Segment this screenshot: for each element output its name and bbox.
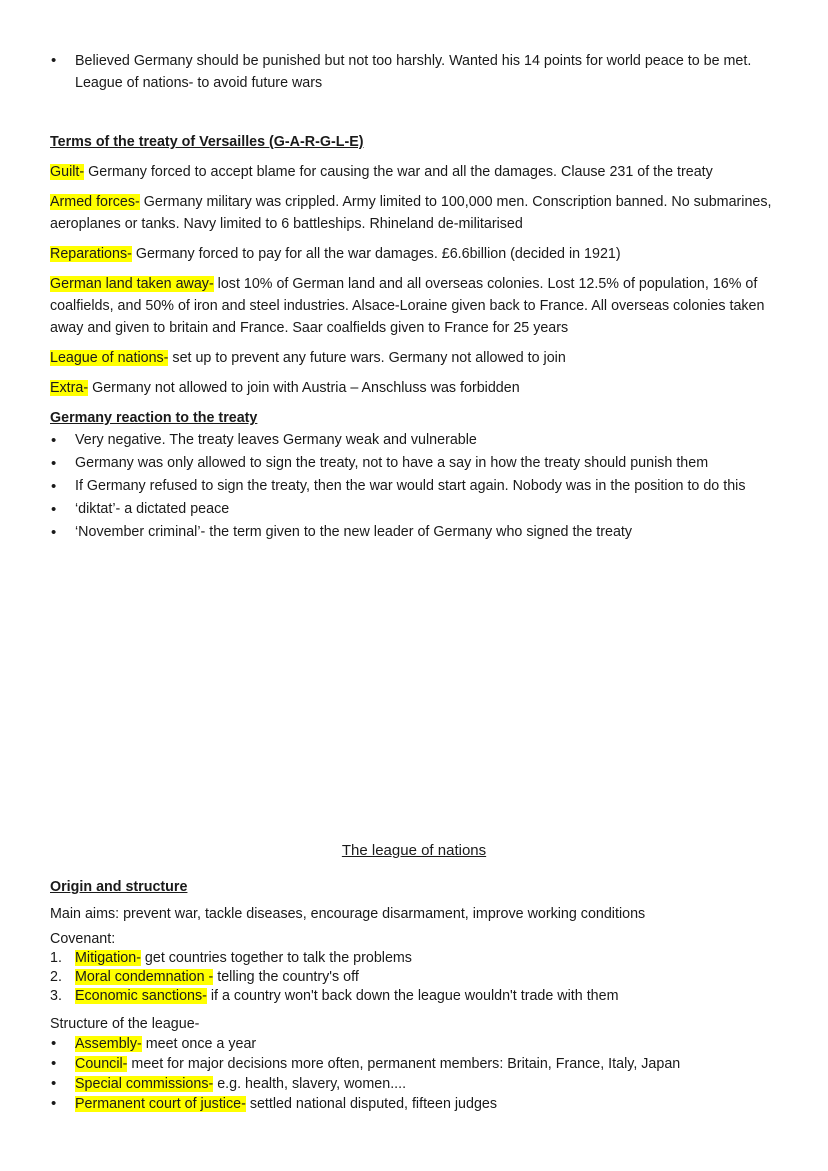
list-item <box>50 949 790 968</box>
wilson-bullet-list <box>50 50 790 94</box>
item-text: get countries together to talk the problems <box>140 950 412 966</box>
origin-heading: Origin and structure <box>50 879 188 895</box>
term-german-land <box>50 273 790 339</box>
list-item <box>50 1054 790 1074</box>
term-label: Guilt- <box>50 164 85 180</box>
reaction-list <box>50 429 790 544</box>
reaction-heading: Germany reaction to the treaty <box>50 410 258 426</box>
item-text: e.g. health, slavery, women.... <box>213 1076 407 1092</box>
term-extra <box>50 377 790 399</box>
item-label: Council- <box>75 1056 128 1072</box>
list-number: 2. <box>50 969 62 985</box>
item-label: Moral condemnation - <box>75 969 214 985</box>
covenant-section <box>50 930 790 1006</box>
term-text: Germany forced to accept blame for causing the war and all the damages. Clause 231 of the treaty <box>84 164 713 180</box>
item-text: settled national disputed, fifteen judges <box>245 1096 498 1112</box>
item-label: Economic sanctions- <box>75 988 207 1004</box>
list-item: • Germany was only allowed to sign the treaty, not to have a say in how the treaty should punish them <box>50 452 790 475</box>
term-text: set up to prevent any future wars. Germany not allowed to join <box>168 350 566 366</box>
term-league <box>50 347 790 369</box>
list-item: • ‘diktat’- a dictated peace <box>50 498 790 521</box>
term-text: Germany forced to pay for all the war damages. £6.6billion (decided in 1921) <box>131 246 621 262</box>
item-text: meet for major decisions more often, permanent members: Britain, France, Italy, Japan <box>127 1056 681 1072</box>
list-item <box>50 1074 790 1094</box>
covenant-list <box>50 949 790 1006</box>
league-title: The league of nations <box>341 842 487 859</box>
term-label: Armed forces- <box>50 194 140 210</box>
list-item: • Believed Germany should be punished but not too harshly. Wanted his 14 points for world peace to be met. League of nations- to avoid future wars <box>50 50 790 94</box>
term-label: Extra- <box>50 380 89 396</box>
term-reparations <box>50 243 790 265</box>
structure-list <box>50 1034 790 1114</box>
list-item <box>50 1034 790 1054</box>
term-text: lost 10% of German land and all overseas colonies. Lost 12.5% of population, 16% of coalfields, and 50% of iron and steel industries. Alsace-Loraine given back to France. All overseas colonies taken away and given to britain and France. Saar coalfields given to France for 25 years <box>50 276 765 336</box>
item-text: if a country won't back down the league wouldn't trade with them <box>206 988 619 1004</box>
term-label: Reparations- <box>50 246 132 262</box>
covenant-label: Covenant: <box>50 931 116 947</box>
item-label: Permanent court of justice- <box>75 1096 246 1112</box>
term-text: Germany not allowed to join with Austria – Anschluss was forbidden <box>88 380 520 396</box>
term-label: League of nations- <box>50 350 169 366</box>
term-label: German land taken away- <box>50 276 214 292</box>
list-number: 3. <box>50 988 62 1004</box>
structure-label: Structure of the league- <box>50 1016 200 1032</box>
item-label: Mitigation- <box>75 950 141 966</box>
list-item <box>50 987 790 1006</box>
term-armed-forces <box>50 191 790 235</box>
term-guilt <box>50 161 790 183</box>
item-text: meet once a year <box>141 1036 257 1052</box>
list-item: • If Germany refused to sign the treaty, then the war would start again. Nobody was in the position to do this <box>50 475 790 498</box>
item-label: Assembly- <box>75 1036 142 1052</box>
item-text: telling the country's off <box>213 969 359 985</box>
main-aims: Main aims: prevent war, tackle diseases, encourage disarmament, improve working conditions <box>50 906 646 922</box>
list-item <box>50 1094 790 1114</box>
list-number: 1. <box>50 950 62 966</box>
list-item <box>50 968 790 987</box>
item-label: Special commissions- <box>75 1076 214 1092</box>
list-item: • ‘November criminal’- the term given to the new leader of Germany who signed the treaty <box>50 521 790 544</box>
terms-heading: Terms of the treaty of Versailles (G-A-R-G-L-E) <box>50 134 364 150</box>
term-text: Germany military was crippled. Army limited to 100,000 men. Conscription banned. No submarines, aeroplanes or tanks. Navy limited to 6 battleships. Rhineland de-militarised <box>50 194 772 232</box>
list-item: • Very negative. The treaty leaves Germany weak and vulnerable <box>50 429 790 452</box>
